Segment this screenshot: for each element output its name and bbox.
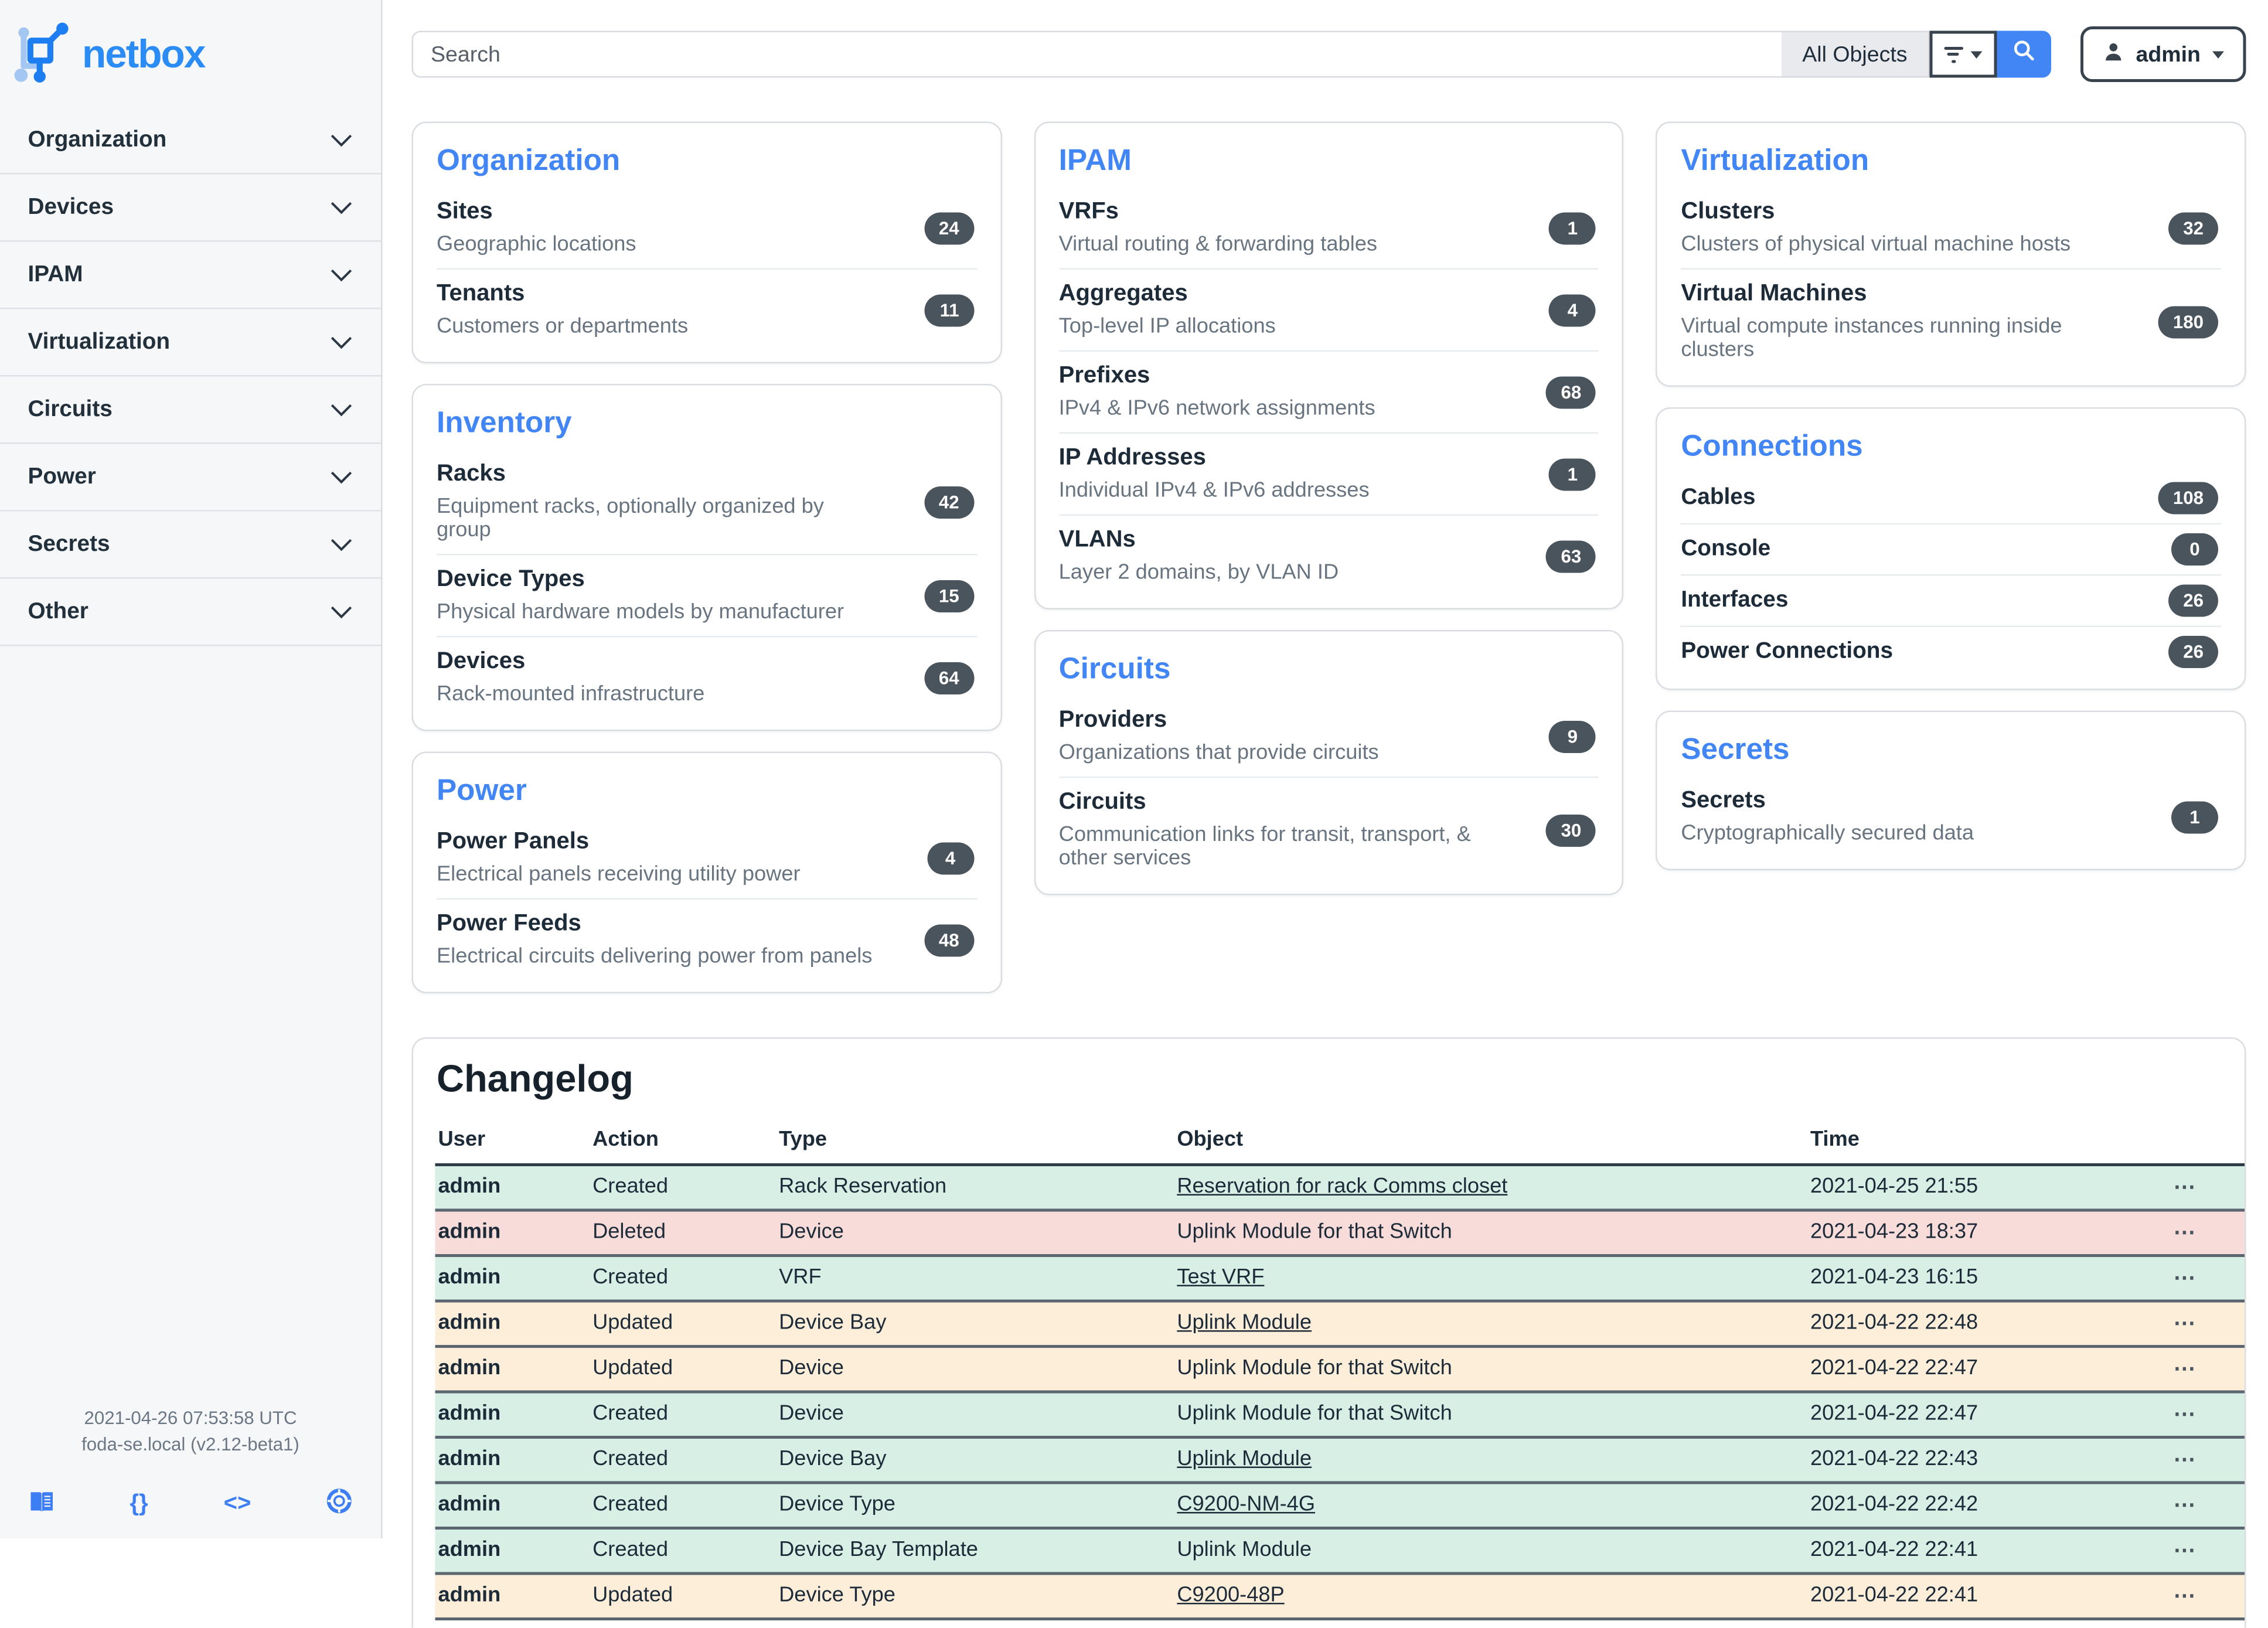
column-header-user: User bbox=[435, 1113, 593, 1165]
card-title: Circuits bbox=[1059, 652, 1599, 687]
cell-object bbox=[1177, 1301, 1810, 1347]
count-badge: 108 bbox=[2158, 482, 2218, 515]
cell-time: 2021-04-23 16:15 bbox=[1810, 1256, 2136, 1302]
card-item-description: Top-level IP allocations bbox=[1059, 315, 1506, 339]
card-item-name: Racks bbox=[437, 462, 883, 488]
sidebar-footer bbox=[0, 1406, 381, 1538]
dashboard-card bbox=[412, 752, 1002, 994]
card-item-name: VRFs bbox=[1059, 199, 1506, 226]
cell-object bbox=[1177, 1573, 1810, 1619]
card-item-link[interactable] bbox=[437, 188, 977, 268]
cell-time: 2021-04-22 22:41 bbox=[1810, 1573, 2136, 1619]
column-header-time: Time bbox=[1810, 1113, 2136, 1165]
sidebar-item-label: IPAM bbox=[28, 261, 83, 288]
host-info bbox=[0, 1406, 381, 1458]
cards-column-3 bbox=[1656, 122, 2246, 871]
card-item-link[interactable] bbox=[1059, 188, 1599, 268]
card-items bbox=[1681, 474, 2221, 677]
cell-type: Rack Reservation bbox=[779, 1165, 1177, 1211]
cell-object bbox=[1177, 1165, 1810, 1211]
cell-user: admin bbox=[435, 1528, 593, 1574]
count-badge: 4 bbox=[927, 842, 974, 874]
dashboard-card bbox=[412, 384, 1002, 731]
search-icon bbox=[2013, 40, 2035, 69]
card-title: Connections bbox=[1681, 430, 2221, 465]
card-item-description: Clusters of physical virtual machine hosts bbox=[1681, 233, 2127, 257]
netbox-logo[interactable] bbox=[0, 0, 381, 107]
code-brackets-icon[interactable]: <> bbox=[224, 1492, 251, 1515]
server-host-version: foda-se.local (v2.12-beta1) bbox=[0, 1432, 381, 1458]
cell-object bbox=[1177, 1347, 1810, 1392]
row-actions-ellipsis-icon[interactable]: ⋯ bbox=[2136, 1438, 2245, 1483]
count-badge: 30 bbox=[1547, 814, 1596, 846]
cell-time: 2021-04-22 22:42 bbox=[1810, 1483, 2136, 1528]
count-badge: 15 bbox=[924, 580, 974, 612]
card-item-name: Console bbox=[1681, 536, 2127, 563]
card-title: Secrets bbox=[1681, 733, 2221, 768]
cell-user: admin bbox=[435, 1301, 593, 1347]
card-item-description: Equipment racks, optionally organized by group bbox=[437, 495, 883, 542]
cell-type: Device Bay bbox=[779, 1438, 1177, 1483]
cell-object bbox=[1177, 1438, 1810, 1483]
top-bar bbox=[412, 26, 2246, 82]
card-item-link[interactable] bbox=[437, 268, 977, 350]
cell-action: Created bbox=[592, 1528, 779, 1574]
card-item-name: Providers bbox=[1059, 708, 1506, 734]
changelog-title: Changelog bbox=[437, 1057, 2245, 1102]
card-item-name: Devices bbox=[437, 649, 883, 676]
cell-action: Updated bbox=[592, 1347, 779, 1392]
card-item-name: Cables bbox=[1681, 485, 2127, 512]
changelog-row bbox=[435, 1210, 2245, 1256]
search-input[interactable] bbox=[412, 31, 1782, 78]
card-item-name: Secrets bbox=[1681, 788, 2127, 815]
count-badge: 26 bbox=[2168, 636, 2218, 668]
search-scope-select[interactable]: All Objects bbox=[1782, 31, 1929, 78]
card-item-name: Aggregates bbox=[1059, 281, 1506, 308]
api-braces-icon[interactable]: {} bbox=[130, 1492, 148, 1515]
object-link[interactable]: C9200-48P bbox=[1177, 1584, 1284, 1607]
card-item-link[interactable] bbox=[1059, 696, 1599, 777]
sidebar-item-organization[interactable] bbox=[0, 107, 381, 175]
dashboard-card bbox=[412, 122, 1002, 364]
card-item-link[interactable] bbox=[1059, 432, 1599, 515]
cell-user: admin bbox=[435, 1256, 593, 1302]
cell-user: admin bbox=[435, 1165, 593, 1211]
count-badge: 64 bbox=[924, 662, 974, 694]
card-items bbox=[1059, 696, 1599, 883]
dashboard-card bbox=[1656, 407, 2246, 690]
card-item-link[interactable] bbox=[437, 898, 977, 980]
count-badge: 24 bbox=[924, 212, 974, 244]
sidebar-item-label: Power bbox=[28, 464, 96, 490]
card-item-link[interactable] bbox=[1681, 574, 2221, 626]
cell-user: admin bbox=[435, 1438, 593, 1483]
card-item-name: Virtual Machines bbox=[1681, 281, 2127, 308]
object-link[interactable]: Reservation for rack Comms closet bbox=[1177, 1175, 1507, 1198]
card-item-description: Virtual compute instances running inside clusters bbox=[1681, 315, 2127, 362]
sidebar-menu bbox=[0, 107, 381, 646]
sidebar-item-label: Secrets bbox=[28, 531, 110, 557]
count-badge: 68 bbox=[1547, 376, 1596, 408]
cell-action: Created bbox=[592, 1256, 779, 1302]
cell-action: Created bbox=[592, 1483, 779, 1528]
count-badge: 48 bbox=[924, 924, 974, 956]
row-actions-ellipsis-icon[interactable]: ⋯ bbox=[2136, 1210, 2245, 1256]
chevron-down-icon bbox=[2212, 50, 2224, 58]
cell-type: VRF bbox=[779, 1256, 1177, 1302]
card-item-name: Power Feeds bbox=[437, 911, 883, 938]
footer-icons bbox=[0, 1489, 381, 1538]
card-item-name: Clusters bbox=[1681, 199, 2127, 226]
card-item-name: VLANs bbox=[1059, 527, 1506, 554]
dashboard-card bbox=[1656, 711, 2246, 871]
chevron-down-icon bbox=[330, 200, 353, 214]
card-item-link[interactable] bbox=[1681, 776, 2221, 857]
card-title: Virtualization bbox=[1681, 144, 2221, 179]
card-items bbox=[1681, 188, 2221, 374]
card-item-description: Electrical panels receiving utility power bbox=[437, 863, 883, 887]
chevron-down-icon bbox=[330, 402, 353, 417]
object-link[interactable]: Uplink Module bbox=[1177, 1312, 1312, 1335]
user-icon bbox=[2102, 40, 2124, 69]
changelog-row bbox=[435, 1301, 2245, 1347]
card-item-description: Individual IPv4 & IPv6 addresses bbox=[1059, 479, 1506, 503]
cell-user: admin bbox=[435, 1210, 593, 1256]
card-item-description: Rack-mounted infrastructure bbox=[437, 683, 883, 706]
search-group bbox=[412, 31, 2051, 78]
cards-column-1 bbox=[412, 122, 1002, 994]
card-item-link[interactable] bbox=[1059, 515, 1599, 597]
sidebar-item-secrets[interactable] bbox=[0, 512, 381, 579]
count-badge: 32 bbox=[2168, 212, 2218, 244]
card-item-link[interactable] bbox=[1059, 350, 1599, 432]
dashboard-card bbox=[1034, 630, 1624, 895]
count-badge: 11 bbox=[925, 294, 974, 326]
cell-time: 2021-04-22 22:47 bbox=[1810, 1392, 2136, 1438]
column-header-object: Object bbox=[1177, 1113, 1810, 1165]
card-item-name: Interfaces bbox=[1681, 588, 2127, 614]
sidebar-item-label: Circuits bbox=[28, 396, 113, 423]
cell-user: admin bbox=[435, 1392, 593, 1438]
sidebar-item-power[interactable] bbox=[0, 444, 381, 512]
cell-user: admin bbox=[435, 1347, 593, 1392]
cell-object bbox=[1177, 1392, 1810, 1438]
sidebar-item-virtualization[interactable] bbox=[0, 309, 381, 377]
chevron-down-icon bbox=[330, 132, 353, 147]
dashboard-card bbox=[1656, 122, 2246, 387]
count-badge: 1 bbox=[1549, 212, 1596, 244]
netbox-logo-text: netbox bbox=[82, 32, 205, 78]
dashboard-card bbox=[1034, 122, 1624, 610]
card-item-link[interactable] bbox=[437, 818, 977, 898]
object-link: Uplink Module for that Switch bbox=[1177, 1221, 1452, 1244]
sidebar-item-label: Organization bbox=[28, 127, 167, 153]
user-menu-label: admin bbox=[2136, 42, 2201, 67]
main-content bbox=[383, 0, 2268, 1538]
sidebar-item-devices[interactable] bbox=[0, 175, 381, 242]
card-item-description: Organizations that provide circuits bbox=[1059, 741, 1506, 765]
card-item-description: Customers or departments bbox=[437, 315, 883, 339]
card-items bbox=[437, 188, 977, 350]
object-link: Uplink Module for that Switch bbox=[1177, 1402, 1452, 1426]
cell-type: Device bbox=[779, 1210, 1177, 1256]
cell-user: admin bbox=[435, 1483, 593, 1528]
cell-time: 2021-04-22 22:43 bbox=[1810, 1438, 2136, 1483]
row-actions-ellipsis-icon[interactable]: ⋯ bbox=[2136, 1256, 2245, 1302]
filter-lines-icon bbox=[1944, 46, 1963, 63]
card-title: IPAM bbox=[1059, 144, 1599, 179]
card-item-description: Layer 2 domains, by VLAN ID bbox=[1059, 561, 1506, 585]
changelog-table bbox=[435, 1113, 2245, 1620]
count-badge: 1 bbox=[1549, 458, 1596, 490]
cell-object bbox=[1177, 1528, 1810, 1574]
column-header-actions bbox=[2136, 1113, 2245, 1165]
row-actions-ellipsis-icon[interactable]: ⋯ bbox=[2136, 1165, 2245, 1211]
docs-book-icon[interactable] bbox=[29, 1489, 55, 1518]
sidebar bbox=[0, 0, 383, 1538]
column-header-action: Action bbox=[592, 1113, 779, 1165]
changelog-row bbox=[435, 1256, 2245, 1302]
changelog-row bbox=[435, 1392, 2245, 1438]
row-actions-ellipsis-icon[interactable]: ⋯ bbox=[2136, 1392, 2245, 1438]
card-item-description: Geographic locations bbox=[437, 233, 883, 257]
card-items bbox=[437, 818, 977, 980]
card-items bbox=[1059, 188, 1599, 597]
row-actions-ellipsis-icon[interactable]: ⋯ bbox=[2136, 1483, 2245, 1528]
chevron-down-icon bbox=[330, 335, 353, 349]
card-item-description: Virtual routing & forwarding tables bbox=[1059, 233, 1506, 257]
column-header-type: Type bbox=[779, 1113, 1177, 1165]
cell-action: Updated bbox=[592, 1301, 779, 1347]
changelog-header-row bbox=[435, 1113, 2245, 1165]
sidebar-item-label: Devices bbox=[28, 194, 114, 220]
card-item-link[interactable] bbox=[437, 636, 977, 718]
search-filter-button[interactable] bbox=[1929, 31, 1997, 78]
card-item-description: Physical hardware models by manufacturer bbox=[437, 601, 883, 624]
card-item-description: Communication links for transit, transport, & other services bbox=[1059, 823, 1506, 870]
cell-object bbox=[1177, 1256, 1810, 1302]
card-item-description: Electrical circuits delivering power from panels bbox=[437, 945, 883, 969]
cell-time: 2021-04-22 22:47 bbox=[1810, 1347, 2136, 1392]
row-actions-ellipsis-icon[interactable]: ⋯ bbox=[2136, 1528, 2245, 1574]
support-lifering-icon[interactable] bbox=[326, 1489, 352, 1520]
chevron-down-icon bbox=[330, 537, 353, 551]
card-items bbox=[1681, 776, 2221, 857]
cell-type: Device Type bbox=[779, 1573, 1177, 1619]
dashboard-cards bbox=[412, 122, 2246, 994]
card-item-name: Prefixes bbox=[1059, 363, 1506, 390]
cell-type: Device Bay Template bbox=[779, 1528, 1177, 1574]
card-item-name: IP Addresses bbox=[1059, 445, 1506, 472]
sidebar-item-label: Other bbox=[28, 598, 88, 625]
count-badge: 0 bbox=[2171, 533, 2218, 566]
card-item-name: Power Panels bbox=[437, 829, 883, 856]
count-badge: 26 bbox=[2168, 585, 2218, 617]
cell-type: Device Bay bbox=[779, 1301, 1177, 1347]
sidebar-item-circuits[interactable] bbox=[0, 377, 381, 444]
cell-type: Device bbox=[779, 1347, 1177, 1392]
row-actions-ellipsis-icon[interactable]: ⋯ bbox=[2136, 1301, 2245, 1347]
cell-time: 2021-04-25 21:55 bbox=[1810, 1165, 2136, 1211]
cell-action: Created bbox=[592, 1392, 779, 1438]
card-item-name: Circuits bbox=[1059, 790, 1506, 816]
cell-user: admin bbox=[435, 1573, 593, 1619]
card-item-description: IPv4 & IPv6 network assignments bbox=[1059, 397, 1506, 421]
cell-type: Device bbox=[779, 1392, 1177, 1438]
cell-object bbox=[1177, 1483, 1810, 1528]
card-item-link[interactable] bbox=[1059, 268, 1599, 350]
card-item-link[interactable] bbox=[1059, 776, 1599, 882]
changelog-row bbox=[435, 1165, 2245, 1211]
object-link[interactable]: Uplink Module bbox=[1177, 1448, 1312, 1471]
object-link: Uplink Module for that Switch bbox=[1177, 1357, 1452, 1380]
card-item-description: Cryptographically secured data bbox=[1681, 822, 2127, 846]
changelog-row bbox=[435, 1573, 2245, 1619]
count-badge: 1 bbox=[2171, 801, 2218, 833]
card-title: Power bbox=[437, 774, 977, 809]
changelog-row bbox=[435, 1347, 2245, 1392]
card-items bbox=[437, 450, 977, 718]
card-item-link[interactable] bbox=[437, 450, 977, 554]
count-badge: 42 bbox=[924, 486, 974, 518]
object-link[interactable]: Test VRF bbox=[1177, 1266, 1264, 1289]
card-item-name: Power Connections bbox=[1681, 639, 2127, 665]
card-item-link[interactable] bbox=[1681, 474, 2221, 523]
card-item-link[interactable] bbox=[1681, 523, 2221, 575]
chevron-down-icon bbox=[330, 267, 353, 282]
card-title: Organization bbox=[437, 144, 977, 179]
card-item-name: Sites bbox=[437, 199, 883, 226]
cell-action: Created bbox=[592, 1438, 779, 1483]
search-submit-button[interactable] bbox=[1997, 31, 2051, 78]
changelog-row bbox=[435, 1438, 2245, 1483]
netbox-logo-icon bbox=[12, 19, 70, 91]
sidebar-item-other[interactable] bbox=[0, 579, 381, 646]
cell-time: 2021-04-22 22:48 bbox=[1810, 1301, 2136, 1347]
chevron-down-icon bbox=[1970, 50, 1982, 58]
cell-object bbox=[1177, 1210, 1810, 1256]
object-link[interactable]: C9200-NM-4G bbox=[1177, 1493, 1315, 1517]
card-item-link[interactable] bbox=[437, 554, 977, 636]
server-time: 2021-04-26 07:53:58 UTC bbox=[0, 1406, 381, 1432]
chevron-down-icon bbox=[330, 604, 353, 619]
card-title: Inventory bbox=[437, 406, 977, 441]
cell-action: Deleted bbox=[592, 1210, 779, 1256]
count-badge: 9 bbox=[1549, 720, 1596, 752]
sidebar-item-label: Virtualization bbox=[28, 329, 171, 355]
count-badge: 180 bbox=[2158, 305, 2218, 338]
cell-time: 2021-04-22 22:41 bbox=[1810, 1528, 2136, 1574]
cards-column-2 bbox=[1034, 122, 1624, 895]
cell-action: Updated bbox=[592, 1573, 779, 1619]
cell-type: Device Type bbox=[779, 1483, 1177, 1528]
card-item-link[interactable] bbox=[1681, 188, 2221, 268]
chevron-down-icon bbox=[330, 469, 353, 484]
changelog-panel bbox=[412, 1037, 2246, 1628]
card-item-link[interactable] bbox=[1681, 268, 2221, 374]
card-item-name: Tenants bbox=[437, 281, 883, 308]
sidebar-item-ipam[interactable] bbox=[0, 242, 381, 309]
card-item-name: Device Types bbox=[437, 567, 883, 594]
count-badge: 4 bbox=[1549, 294, 1596, 326]
cell-action: Created bbox=[592, 1165, 779, 1211]
row-actions-ellipsis-icon[interactable]: ⋯ bbox=[2136, 1347, 2245, 1392]
card-item-link[interactable] bbox=[1681, 626, 2221, 677]
object-link: Uplink Module bbox=[1177, 1538, 1312, 1562]
count-badge: 63 bbox=[1547, 540, 1596, 572]
changelog-row bbox=[435, 1483, 2245, 1528]
user-menu-button[interactable] bbox=[2080, 26, 2246, 82]
row-actions-ellipsis-icon[interactable]: ⋯ bbox=[2136, 1573, 2245, 1619]
changelog-row bbox=[435, 1528, 2245, 1574]
cell-time: 2021-04-23 18:37 bbox=[1810, 1210, 2136, 1256]
